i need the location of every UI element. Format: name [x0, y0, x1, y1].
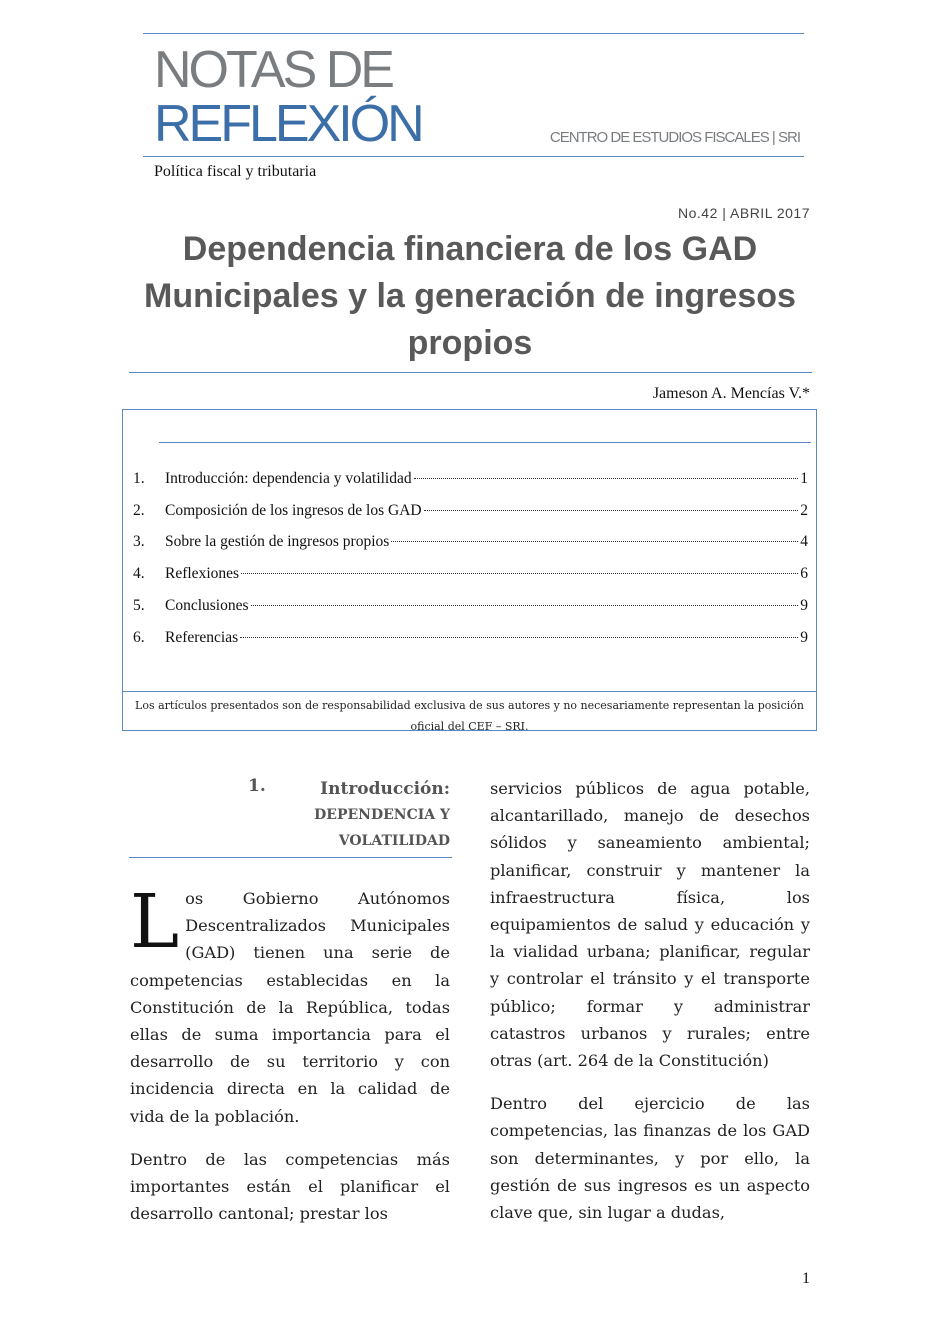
- toc-label: Sobre la gestión de ingresos propios: [165, 533, 390, 550]
- issue-label: No.42 | ABRIL 2017: [678, 205, 810, 221]
- section-rule: [129, 857, 452, 858]
- toc-page: 2: [800, 502, 808, 519]
- paragraph: servicios públicos de agua potable, alcantarillado, manejo de desechos sólidos y saneamiento ambiental; planificar, construir y mantener la infraestructura física, los equipamientos de salud y educación y la vialidad urbana; planificar, regular y controlar el tránsito y el transporte público; formar y administrar catastros urbanos y rurales; entre otras (art. 264 de la Constitución): [490, 779, 810, 1071]
- toc-leader: [391, 541, 798, 542]
- section-heading: [250, 776, 450, 854]
- disclaimer: Los artículos presentados son de responsabilidad exclusiva de sus autores y no necesariamente representan la posición oficial del CEF – SRI.: [135, 699, 804, 733]
- toc-leader: [251, 605, 799, 606]
- toc-number: 4.: [133, 565, 145, 582]
- drop-cap: L: [130, 879, 180, 965]
- toc-label: Conclusiones: [165, 597, 249, 614]
- article-title: Dependencia financiera de los GAD Municipales y la generación de ingresos propios: [144, 230, 796, 362]
- toc-number: 2.: [133, 502, 145, 519]
- toc-item[interactable]: [133, 533, 808, 551]
- toc-page: 1: [800, 470, 808, 487]
- toc-label: Reflexiones: [165, 565, 240, 582]
- brand-line-1: NOTAS DE: [154, 41, 392, 99]
- toc-label: Referencias: [165, 629, 239, 646]
- masthead-rule: [143, 156, 804, 157]
- toc-leader: [240, 637, 798, 638]
- title-rule: [129, 372, 812, 373]
- toc-number: 3.: [133, 533, 145, 550]
- page-number: 1: [802, 1270, 810, 1287]
- top-rule: [143, 33, 804, 34]
- brand-line-2: REFLEXIÓN: [154, 95, 422, 153]
- toc-label: Composición de los ingresos de los GAD: [165, 502, 422, 519]
- publisher-label: CENTRO DE ESTUDIOS FISCALES | SRI: [549, 129, 800, 146]
- toc-page: 9: [800, 597, 808, 614]
- series-subtitle: Política fiscal y tributaria: [154, 163, 317, 180]
- toc-item[interactable]: [133, 629, 808, 647]
- toc-number: 6.: [133, 629, 145, 646]
- toc-page: 4: [800, 533, 808, 550]
- toc-leader: [414, 478, 799, 479]
- paragraph: Dentro de las competencias más importantes están el planificar el desarrollo cantonal; prestar los: [130, 1149, 450, 1224]
- body-column-right: [490, 775, 810, 1242]
- section-heading-line-2: DEPENDENCIA Y: [314, 807, 450, 823]
- toc-page: 9: [800, 629, 808, 646]
- toc-item[interactable]: [133, 597, 808, 615]
- body-column-left: [130, 879, 450, 1243]
- toc-label: Introducción: dependencia y volatilidad: [165, 470, 412, 487]
- toc-number: 5.: [133, 597, 145, 614]
- section-heading-line-3: VOLATILIDAD: [338, 833, 450, 849]
- toc-page: 6: [800, 565, 808, 582]
- toc-item[interactable]: [133, 502, 808, 520]
- paragraph: Dentro del ejercicio de las competencias, las finanzas de los GAD son determinantes, y por ello, la gestión de sus ingresos es un aspecto clave que, sin lugar a dudas,: [490, 1094, 810, 1223]
- toc-item[interactable]: [133, 470, 808, 488]
- toc-number: 1.: [133, 470, 145, 487]
- disclaimer-rule: [123, 691, 816, 692]
- section-number: 1.: [248, 776, 266, 796]
- toc-rule: [159, 442, 811, 443]
- author: Jameson A. Mencías V.*: [652, 385, 810, 402]
- toc-item[interactable]: [133, 565, 808, 583]
- toc-leader: [241, 573, 798, 574]
- paragraph-text: os Gobierno Autónomos Descentralizados Municipales (GAD) tienen una serie de competencias establecidas en la Constitución de la República, todas ellas de suma importancia para el desarrollo de su territorio y con incidencia directa en la calidad de vida de la población.: [130, 889, 450, 1126]
- section-heading-line-1: Introducción:: [320, 779, 450, 799]
- toc-leader: [424, 510, 799, 511]
- table-of-contents: [122, 409, 817, 731]
- paragraph: [130, 879, 450, 1130]
